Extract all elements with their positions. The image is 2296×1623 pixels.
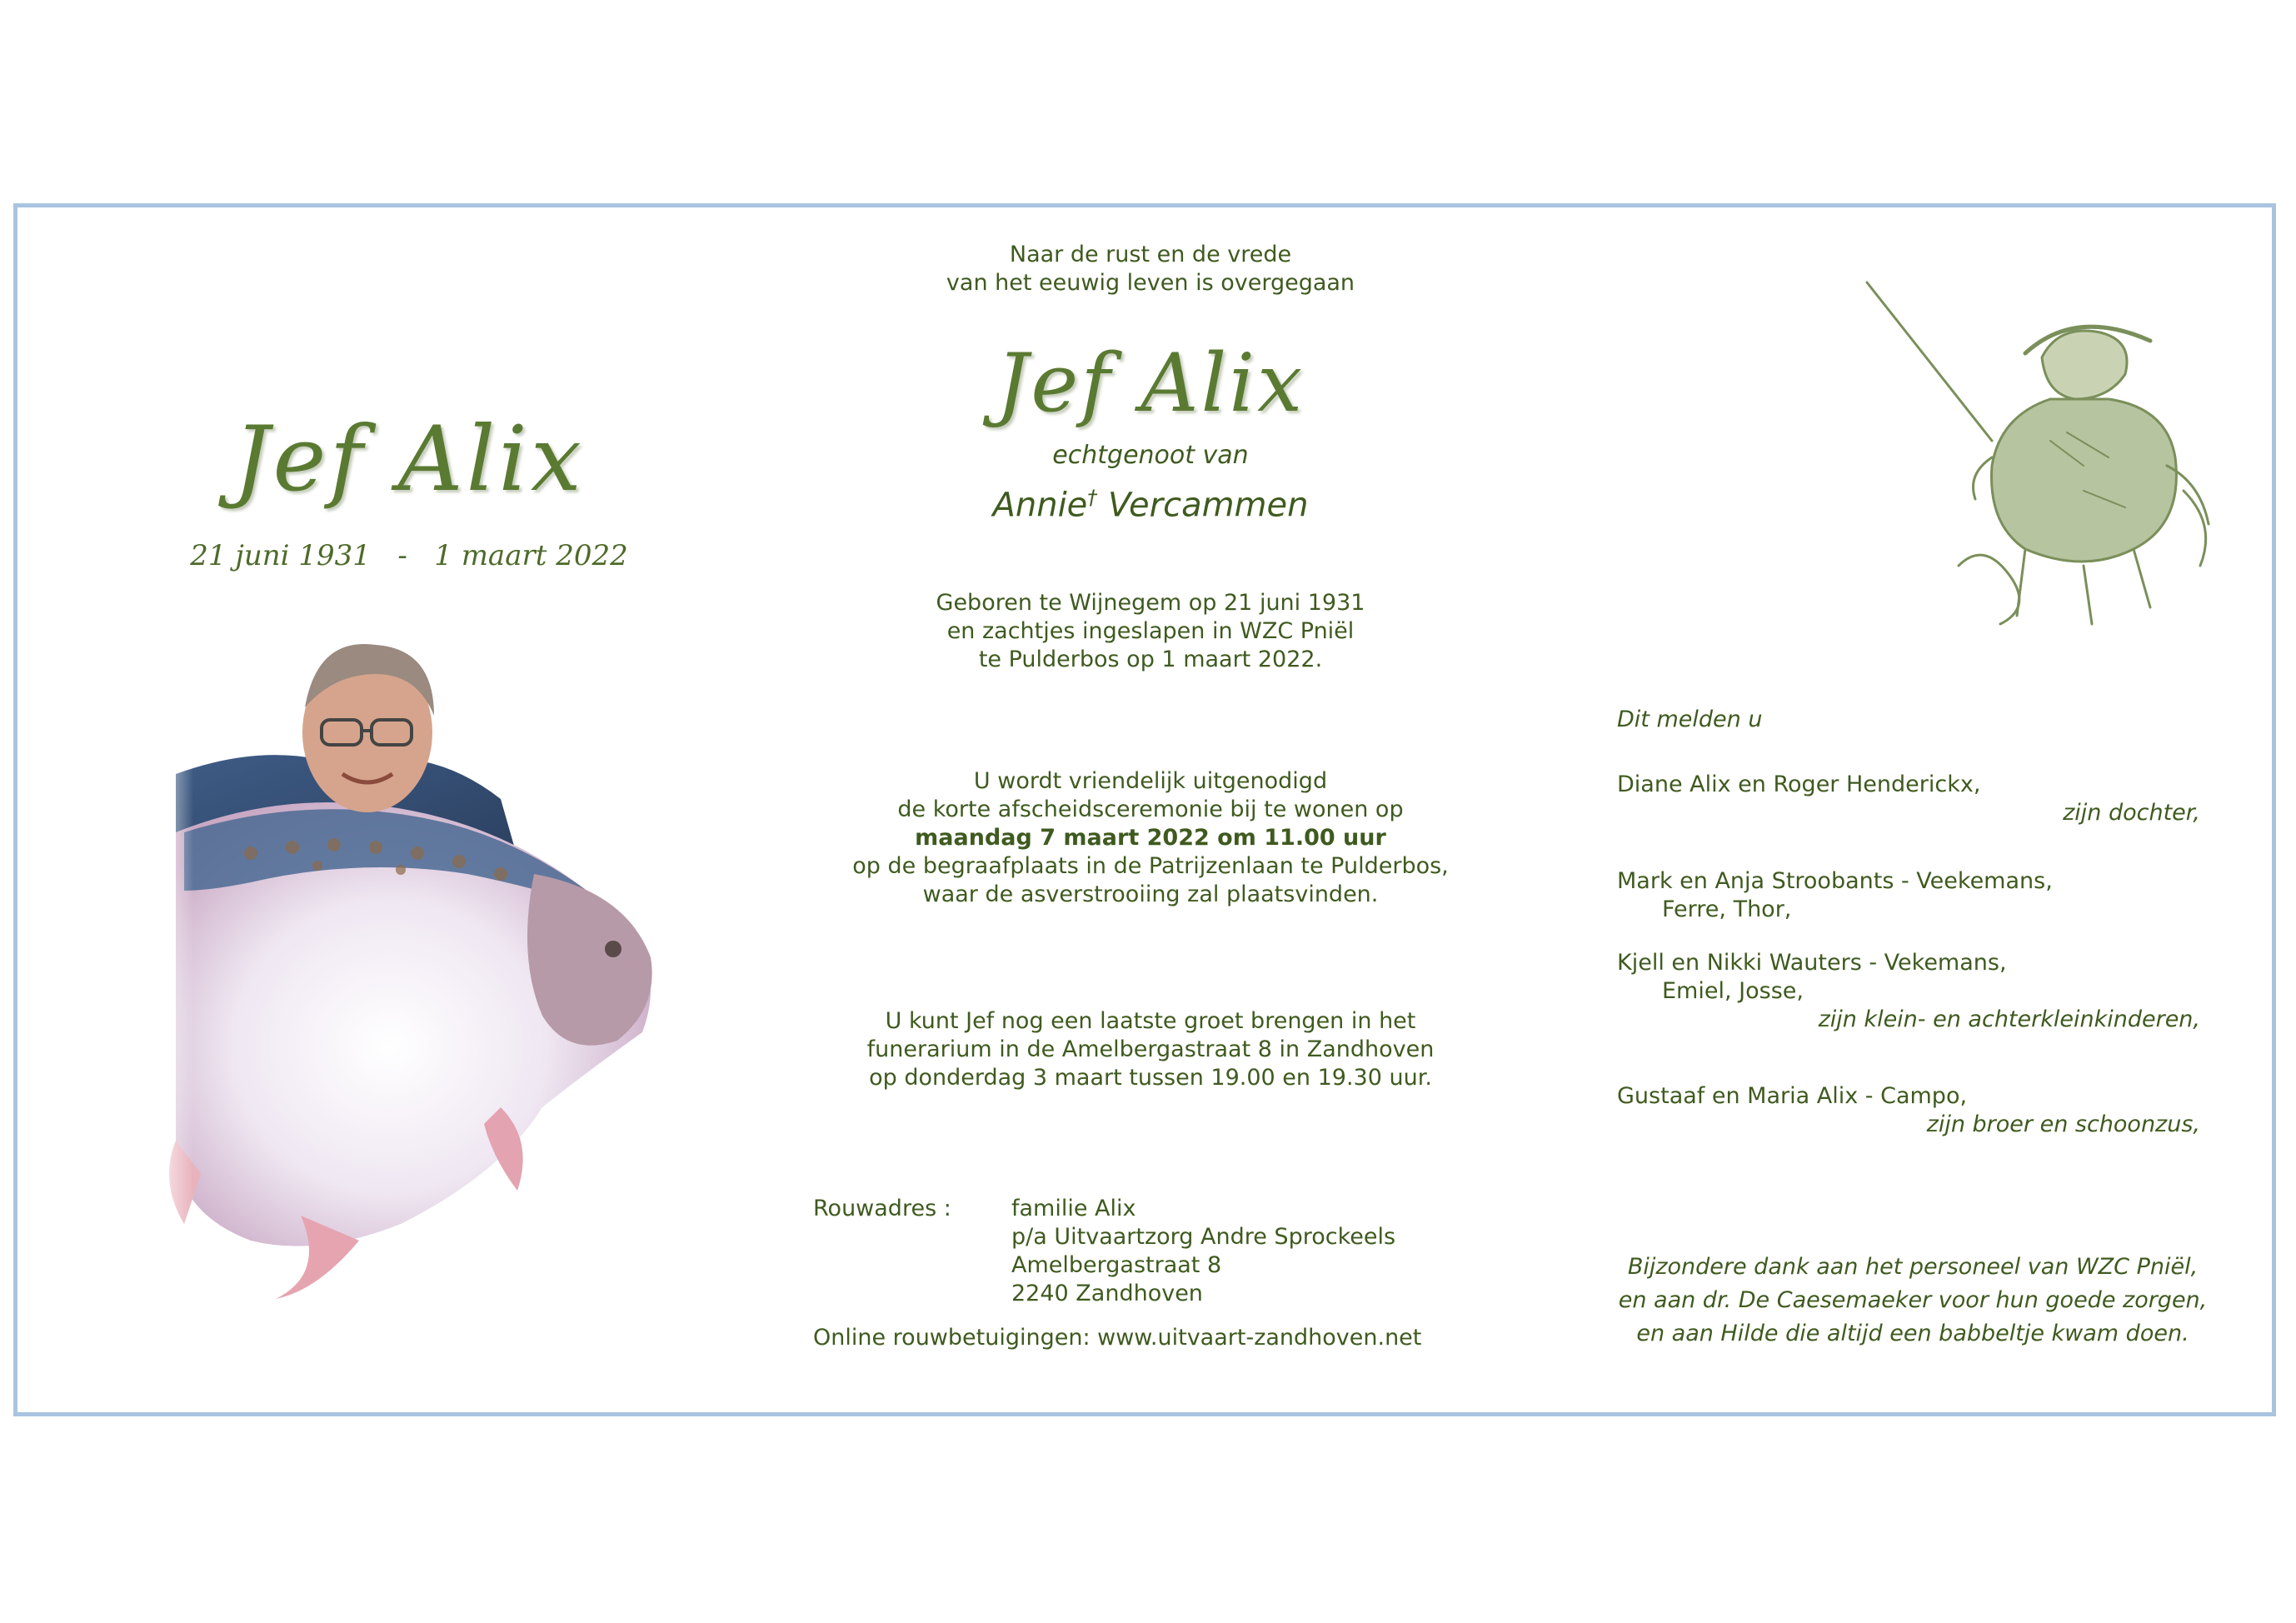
fisherman-sketch-image bbox=[1834, 274, 2234, 641]
deceased-name-center: Jef Alix bbox=[996, 337, 1305, 430]
ceremony-invitation bbox=[792, 767, 1509, 909]
deceased-name-left: Jef Alix bbox=[233, 407, 585, 512]
mourning-address-label: Rouwadres : bbox=[813, 1196, 951, 1221]
birth-death-text bbox=[792, 589, 1509, 674]
ceremony-datetime: maandag 7 maart 2022 om 11.00 uur bbox=[915, 825, 1386, 851]
spouse-last-name: Vercammen bbox=[1108, 486, 1309, 525]
intro-text bbox=[792, 241, 1509, 297]
intro-line-1: Naar de rust en de vrede bbox=[1009, 242, 1292, 267]
funerarium-visit bbox=[792, 1007, 1509, 1092]
address-line: p/a Uitvaartzorg Andre Sprockeels bbox=[1011, 1224, 1396, 1250]
address-line: 2240 Zandhoven bbox=[1011, 1281, 1203, 1306]
portrait-with-fish-photo bbox=[151, 641, 684, 1307]
family-entry bbox=[1617, 1082, 2200, 1139]
birth-line-1: Geboren te Wijnegem op 21 juni 1931 bbox=[936, 590, 1365, 616]
funerarium-line-2: funerarium in de Amelbergastraat 8 in Zandhoven bbox=[866, 1036, 1435, 1062]
family-names: Gustaaf en Maria Alix - Campo, bbox=[1617, 1083, 1968, 1109]
birth-line-3: te Pulderbos op 1 maart 2022. bbox=[978, 647, 1323, 672]
memorial-card bbox=[13, 203, 2276, 1416]
death-date: 1 maart 2022 bbox=[434, 539, 628, 572]
family-relation: zijn broer en schoonzus, bbox=[1926, 1111, 2200, 1137]
birth-line-2: en zachtjes ingeslapen in WZC Pniël bbox=[946, 618, 1355, 644]
thanks-line-1: Bijzondere dank aan het personeel van WZC Pniël, bbox=[1627, 1254, 2199, 1280]
date-dash: - bbox=[397, 539, 407, 572]
thanks-line-3: en aan Hilde die altijd een babbeltje kwam doen. bbox=[1636, 1321, 2189, 1346]
invite-line-1: U wordt vriendelijk uitgenodigd bbox=[973, 768, 1328, 794]
funerarium-line-1: U kunt Jef nog een laatste groet brengen in het bbox=[885, 1008, 1416, 1034]
online-condolences: Online rouwbetuigingen: www.uitvaart-zandhoven.net bbox=[813, 1325, 1422, 1351]
family-entry bbox=[1617, 949, 2200, 1034]
address-line: Amelbergastraat 8 bbox=[1011, 1252, 1222, 1278]
address-line: familie Alix bbox=[1011, 1196, 1136, 1221]
family-entry bbox=[1617, 771, 2200, 827]
family-children: Ferre, Thor, bbox=[1662, 896, 1792, 922]
family-relation: zijn klein- en achterkleinkinderen, bbox=[1818, 1006, 2200, 1032]
spouse-of-label: echtgenoot van bbox=[1052, 441, 1249, 470]
thanks-line-2: en aan dr. De Caesemaeker voor hun goede zorgen, bbox=[1618, 1287, 2208, 1313]
family-children: Emiel, Josse, bbox=[1662, 978, 1804, 1004]
birth-date: 21 juni 1931 bbox=[190, 539, 371, 572]
invite-line-2: de korte afscheidsceremonie bij te wonen op bbox=[897, 797, 1404, 822]
cross-symbol: † bbox=[1087, 486, 1098, 509]
spouse-first-name: Annie bbox=[992, 486, 1088, 525]
family-names: Diane Alix en Roger Henderickx, bbox=[1617, 772, 1981, 797]
invite-line-5: waar de asverstrooiing zal plaatsvinden. bbox=[922, 881, 1379, 907]
intro-line-2: van het eeuwig leven is overgegaan bbox=[946, 270, 1355, 296]
life-dates bbox=[176, 539, 642, 572]
thank-you-note bbox=[1605, 1251, 2221, 1351]
funerarium-line-3: op donderdag 3 maart tussen 19.00 en 19.30 uur. bbox=[869, 1065, 1432, 1091]
family-names: Mark en Anja Stroobants - Veekemans, bbox=[1617, 868, 2053, 894]
family-entry bbox=[1617, 867, 2200, 924]
announcement-label: Dit melden u bbox=[1617, 707, 1763, 732]
mourning-address bbox=[1011, 1195, 1395, 1308]
invite-line-4: op de begraafplaats in de Patrijzenlaan te Pulderbos, bbox=[852, 853, 1449, 879]
family-names: Kjell en Nikki Wauters - Vekemans, bbox=[1617, 950, 2007, 976]
spouse-name bbox=[792, 486, 1509, 524]
family-relation: zijn dochter, bbox=[2063, 800, 2200, 826]
